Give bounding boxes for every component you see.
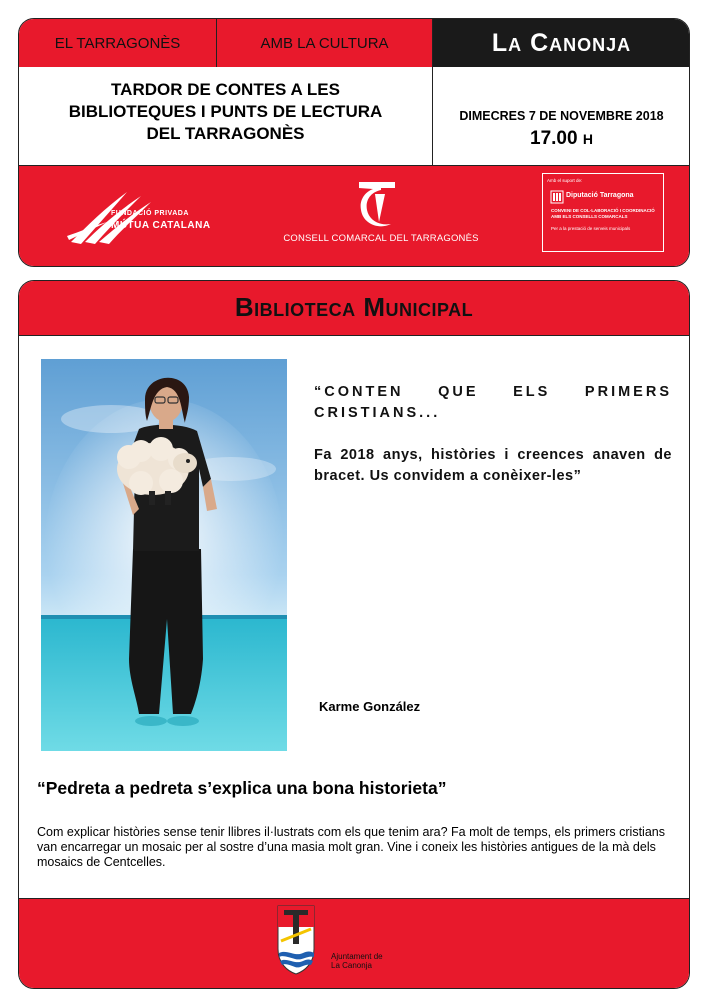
event-title-line: DEL TARRAGONÈS <box>146 124 305 143</box>
event-title <box>19 79 432 145</box>
diputacio-box <box>542 173 664 252</box>
storyteller-photo <box>41 359 287 751</box>
ajuntament-name <box>331 952 383 970</box>
ajuntament-name-line: Ajuntament de <box>331 952 383 961</box>
sponsor-band <box>19 166 689 266</box>
tag-el-tarragones: EL TARRAGONÈS <box>19 19 217 67</box>
quote-body: Fa 2018 anys, històries i creences anaven de bracet. Us convidem a conèixer-les” <box>314 447 672 484</box>
event-title-line: TARDOR DE CONTES A LES <box>111 80 340 99</box>
town-name: La Canonja <box>433 19 690 67</box>
consell-comarcal-name: CONSELL COMARCAL DEL TARRAGONÈS <box>283 233 479 244</box>
diputacio-conveni: CONVENI DE COL·LABORACIÓ I COORDINACIÓ AMB ELS CONSELLS COMARCALS <box>551 208 655 219</box>
mutua-name-line1: FUNDACIÓ PRIVADA <box>111 210 189 217</box>
saying: “Pedreta a pedreta s’explica una bona historieta” <box>37 778 447 798</box>
venue-title: Biblioteca Municipal <box>234 292 474 322</box>
mutua-name-line2: MÚTUA CATALANA <box>111 220 211 231</box>
diputacio-prestacio: Per a la prestació de serveis municipals <box>551 226 631 231</box>
diputacio-name: Diputació Tarragona <box>566 192 634 199</box>
venue-banner <box>19 281 689 336</box>
diputacio-seal-icon <box>550 190 564 204</box>
event-date: DIMECRES 7 DE NOVEMBRE 2018 <box>459 109 664 123</box>
tag-amb-la-cultura: AMB LA CULTURA <box>217 19 432 67</box>
event-title-line: BIBLIOTEQUES I PUNTS DE LECTURA <box>68 102 383 121</box>
storyteller-name: Karme González <box>319 699 421 714</box>
diputacio-support-label: Amb el suport de: <box>547 178 583 183</box>
quote-block <box>314 382 672 487</box>
venue-card <box>18 280 690 989</box>
ajuntament-name-line: La Canonja <box>331 961 372 970</box>
quote-headline: “CONTEN QUE ELS PRIMERS CRISTIANS... <box>314 384 672 421</box>
town-box <box>432 19 690 165</box>
footer-band <box>19 898 689 989</box>
event-description: Com explicar històries sense tenir llibres il·lustrats com els que tenim ara? Fa molt de temps, els primers cristians van encarregar un mosaic per al sostre d’una masia molt gran. Vine i coneix les històries antigues de la mà dels mosaics de Centcelles. <box>37 825 665 869</box>
event-time-value: 17.00 <box>530 128 578 149</box>
event-time <box>433 128 690 150</box>
event-time-unit: H <box>582 131 593 147</box>
consell-comarcal-logo <box>355 178 399 230</box>
ajuntament-la-canonja-shield-icon <box>277 905 315 975</box>
event-header-card <box>18 18 690 267</box>
